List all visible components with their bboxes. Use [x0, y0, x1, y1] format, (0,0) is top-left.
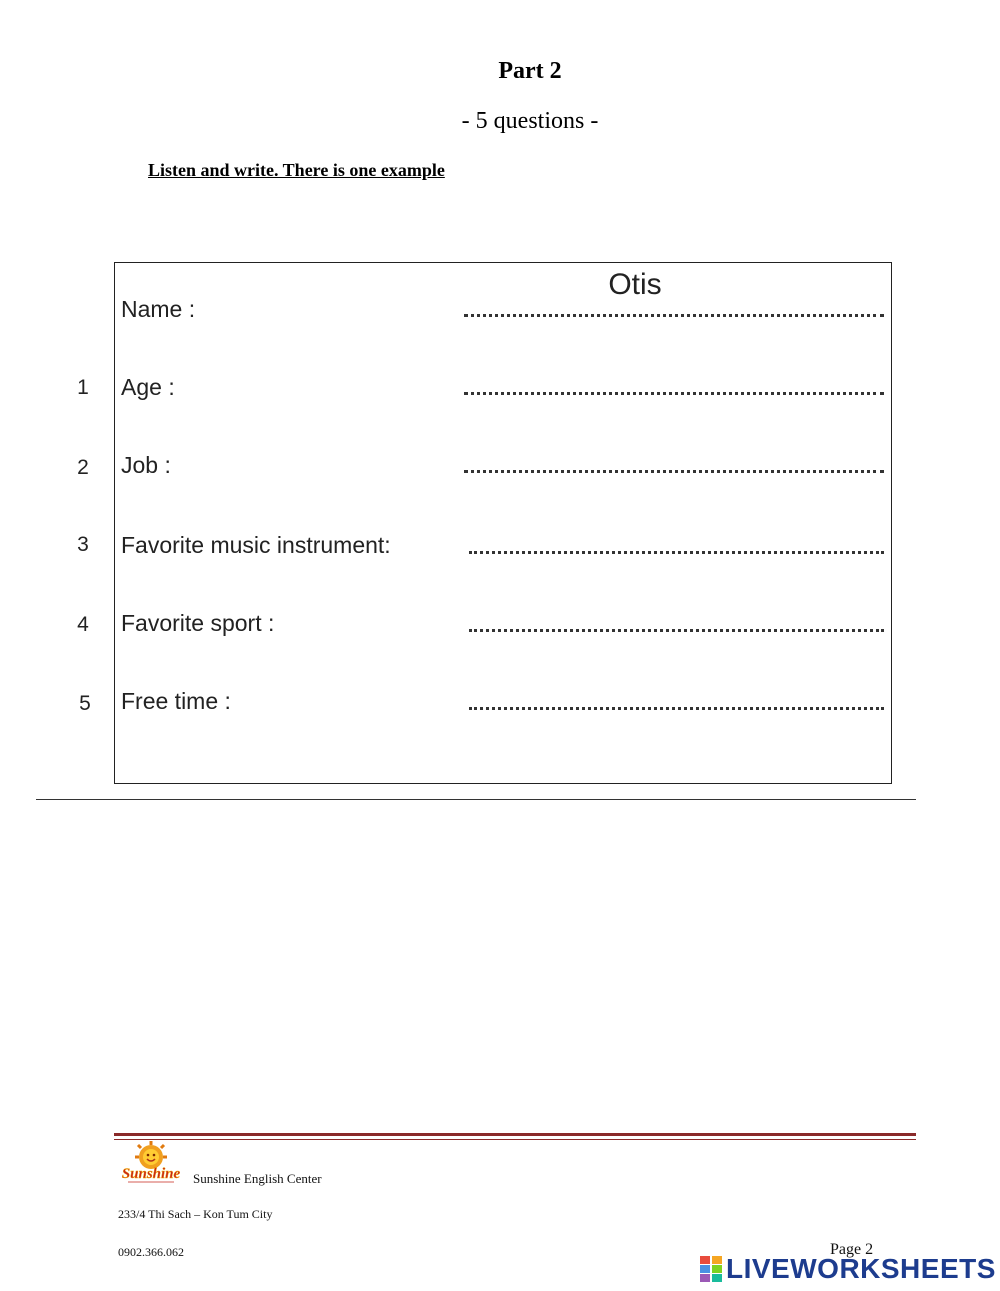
center-phone: 0902.366.062 — [118, 1245, 184, 1259]
answer-line-3[interactable] — [469, 551, 884, 554]
answer-line-2[interactable] — [464, 470, 884, 473]
answer-line-1[interactable] — [464, 392, 884, 395]
example-answer: Otis — [608, 268, 662, 301]
question-number: 3 — [77, 533, 89, 556]
answer-line-4[interactable] — [469, 629, 884, 632]
svg-text:Sunshine: Sunshine — [121, 1166, 181, 1182]
footer-rule — [114, 1133, 916, 1136]
question-number: 1 — [77, 376, 89, 399]
liveworksheets-brand[interactable] — [700, 1254, 996, 1284]
answer-line-5[interactable] — [469, 707, 884, 710]
question-label: Job : — [121, 452, 171, 478]
question-label: Age : — [121, 374, 175, 400]
liveworksheets-icon — [700, 1256, 722, 1282]
question-label: Favorite music instrument: — [121, 532, 391, 558]
question-label: Free time : — [121, 688, 231, 714]
question-count: - 5 questions - — [461, 108, 599, 134]
example-answer-line — [464, 314, 884, 317]
page-number: Page 2 — [830, 1241, 874, 1258]
sunshine-logo — [118, 1140, 184, 1186]
footer-rule-thin — [114, 1139, 916, 1140]
center-address: 233/4 Thi Sach – Kon Tum City — [118, 1207, 273, 1221]
example-label: Name : — [121, 296, 196, 322]
section-divider — [36, 799, 916, 800]
page-title: Part 2 — [498, 58, 562, 84]
center-name: Sunshine English Center — [193, 1171, 322, 1186]
liveworksheets-logo-text: LIVEWORKSHEETS — [726, 1253, 996, 1284]
question-label: Favorite sport : — [121, 610, 275, 636]
instruction-text: Listen and write. There is one example — [148, 160, 445, 180]
question-number: 4 — [77, 613, 89, 636]
question-number: 2 — [77, 456, 89, 479]
question-number: 5 — [79, 692, 91, 715]
